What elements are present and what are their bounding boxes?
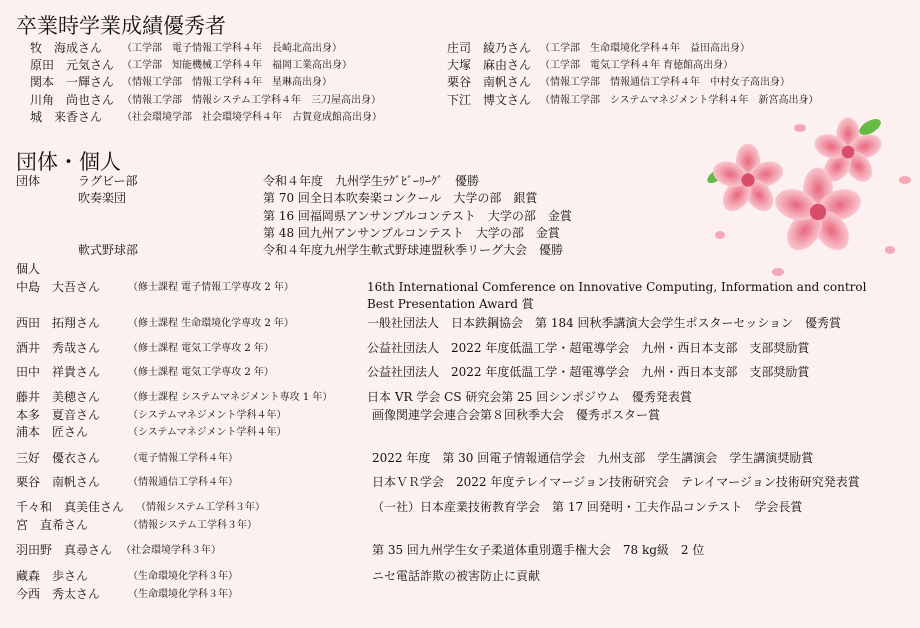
student-dept: （情報システム工学科３年）	[128, 520, 257, 531]
student-dept: （生命環境化学科３年）	[128, 589, 238, 600]
student-name: 藏森 歩さん	[16, 569, 89, 583]
student-name: 栗谷 南帆さん	[447, 75, 532, 89]
student-info: （情報工学部 システムマネジメント学科４年 新宮高出身）	[540, 95, 819, 106]
award-text: 公益社団法人 2022 年度低温工学・超電導学会 九州・西日本支部 支部奨励賞	[367, 341, 810, 355]
student-name: 藤井 美穂さん	[16, 390, 101, 404]
group-label: 団体	[16, 174, 41, 188]
student-name: 牧 海成さん	[30, 41, 103, 55]
student-name: 今西 秀太さん	[16, 587, 101, 601]
award-text: 画像関連学会連合会第８回秋季大会 優秀ポスター賞	[372, 408, 661, 422]
student-name: 原田 元気さん	[30, 58, 115, 72]
student-dept: （電子情報工学科４年）	[128, 453, 238, 464]
student-name: 栗谷 南帆さん	[16, 475, 101, 489]
award-text: 日本ＶＲ学会 2022 年度テレイマージョン技術研究会 テレイマージョン技術研究発表賞	[372, 475, 860, 489]
award-text: Best Presentation Award 賞	[367, 297, 534, 311]
award-text: 令和４年度 九州学生ﾗｸﾞﾋﾞｰﾘｰｸﾞ 優勝	[263, 174, 480, 188]
club-name: ラグビー部	[78, 174, 138, 188]
cherry-blossom-icon	[690, 100, 920, 290]
student-name: 田中 祥貴さん	[16, 365, 101, 379]
individual-label: 個人	[16, 262, 41, 276]
student-name: 下江 博文さん	[447, 93, 532, 107]
award-text: 第 48 回九州アンサンブルコンテスト 大学の部 金賞	[263, 226, 560, 240]
student-dept: （修士課程 電子情報工学専攻 2 年）	[128, 282, 294, 293]
student-name: 中島 大吾さん	[16, 280, 101, 294]
award-text: 第 70 回全日本吹奏楽コンクール 大学の部 銀賞	[263, 191, 538, 205]
student-name: 西田 拓翔さん	[16, 316, 101, 330]
award-text: ニセ電話詐欺の被害防止に貢献	[372, 569, 541, 583]
student-dept: （修士課程 生命環境化学専攻 2 年）	[128, 318, 294, 329]
groups-title: 団体・個人	[16, 150, 121, 174]
student-name: 千々和 真美佳さん	[16, 500, 125, 514]
student-name: 本多 夏音さん	[16, 408, 101, 422]
student-name: 三好 優衣さん	[16, 451, 101, 465]
student-name: 羽田野 真尋さん	[16, 543, 113, 557]
student-name: 川角 尚也さん	[30, 93, 115, 107]
student-info: （工学部 電気工学科４年 育徳館高出身）	[540, 60, 734, 71]
award-text: 一般社団法人 日本鉄鋼協会 第 184 回秋季講演大会学生ポスターセッション 優秀賞	[367, 316, 842, 330]
student-name: 大塚 麻由さん	[447, 58, 532, 72]
student-name: 庄司 綾乃さん	[447, 41, 532, 55]
student-info: （社会環境学部 社会環境学科４年 古賀竟成館高出身）	[122, 112, 382, 123]
student-info: （工学部 知能機械工学科４年 福岡工業高出身）	[122, 60, 352, 71]
student-dept: （情報通信工学科４年）	[128, 477, 238, 488]
award-text: 第 35 回九州学生女子柔道体重別選手権大会 78 kg級 2 位	[372, 543, 705, 557]
student-dept: （生命環境化学科３年）	[128, 571, 238, 582]
award-text: 第 16 回福岡県アンサンブルコンテスト 大学の部 金賞	[263, 209, 572, 223]
student-dept: （社会環境学科３年）	[121, 545, 221, 556]
student-dept: （修士課程 電気工学専攻 2 年）	[128, 367, 274, 378]
award-text: 16th International Comference on Innovative Computing, Information and control	[367, 280, 867, 294]
award-text: 令和４年度九州学生軟式野球連盟秋季リーグ大会 優勝	[263, 243, 564, 257]
award-text: （一社）日本産業技術教育学会 第 17 回発明・工夫作品コンテスト 学会長賞	[372, 500, 803, 514]
student-name: 宮 直希さん	[16, 518, 89, 532]
student-name: 関本 一輝さん	[30, 75, 115, 89]
student-dept: （修士課程 システムマネジメント専攻 1 年）	[128, 392, 333, 403]
student-info: （情報工学部 情報工学科４年 星琳高出身）	[122, 77, 332, 88]
student-dept: （修士課程 電気工学専攻 2 年）	[128, 343, 274, 354]
student-info: （工学部 生命環境化学科４年 益田高出身）	[540, 43, 750, 54]
student-name: 城 来香さん	[30, 110, 103, 124]
student-info: （情報工学部 情報通信工学科４年 中村女子高出身）	[540, 77, 790, 88]
club-name: 吹奏楽団	[78, 191, 127, 205]
club-name: 軟式野球部	[78, 243, 139, 257]
student-name: 酒井 秀哉さん	[16, 341, 101, 355]
award-text: 2022 年度 第 30 回電子情報通信学会 九州支部 学生講演会 学生講演奨励賞	[372, 451, 814, 465]
student-dept: （システムマネジメント学科４年）	[128, 427, 287, 438]
student-dept: （システムマネジメント学科４年）	[128, 410, 287, 421]
honors-title: 卒業時学業成績優秀者	[16, 14, 226, 38]
student-info: （情報工学部 情報システム工学科４年 三刀屋高出身）	[122, 95, 381, 106]
award-text: 公益社団法人 2022 年度低温工学・超電導学会 九州・西日本支部 支部奨励賞	[367, 365, 810, 379]
student-info: （工学部 電子情報工学科４年 長崎北高出身）	[122, 43, 342, 54]
student-dept: （情報システム工学科３年）	[136, 502, 265, 513]
award-text: 日本 VR 学会 CS 研究会第 25 回シンポジウム 優秀発表賞	[367, 390, 692, 404]
student-name: 浦本 匠さん	[16, 425, 89, 439]
